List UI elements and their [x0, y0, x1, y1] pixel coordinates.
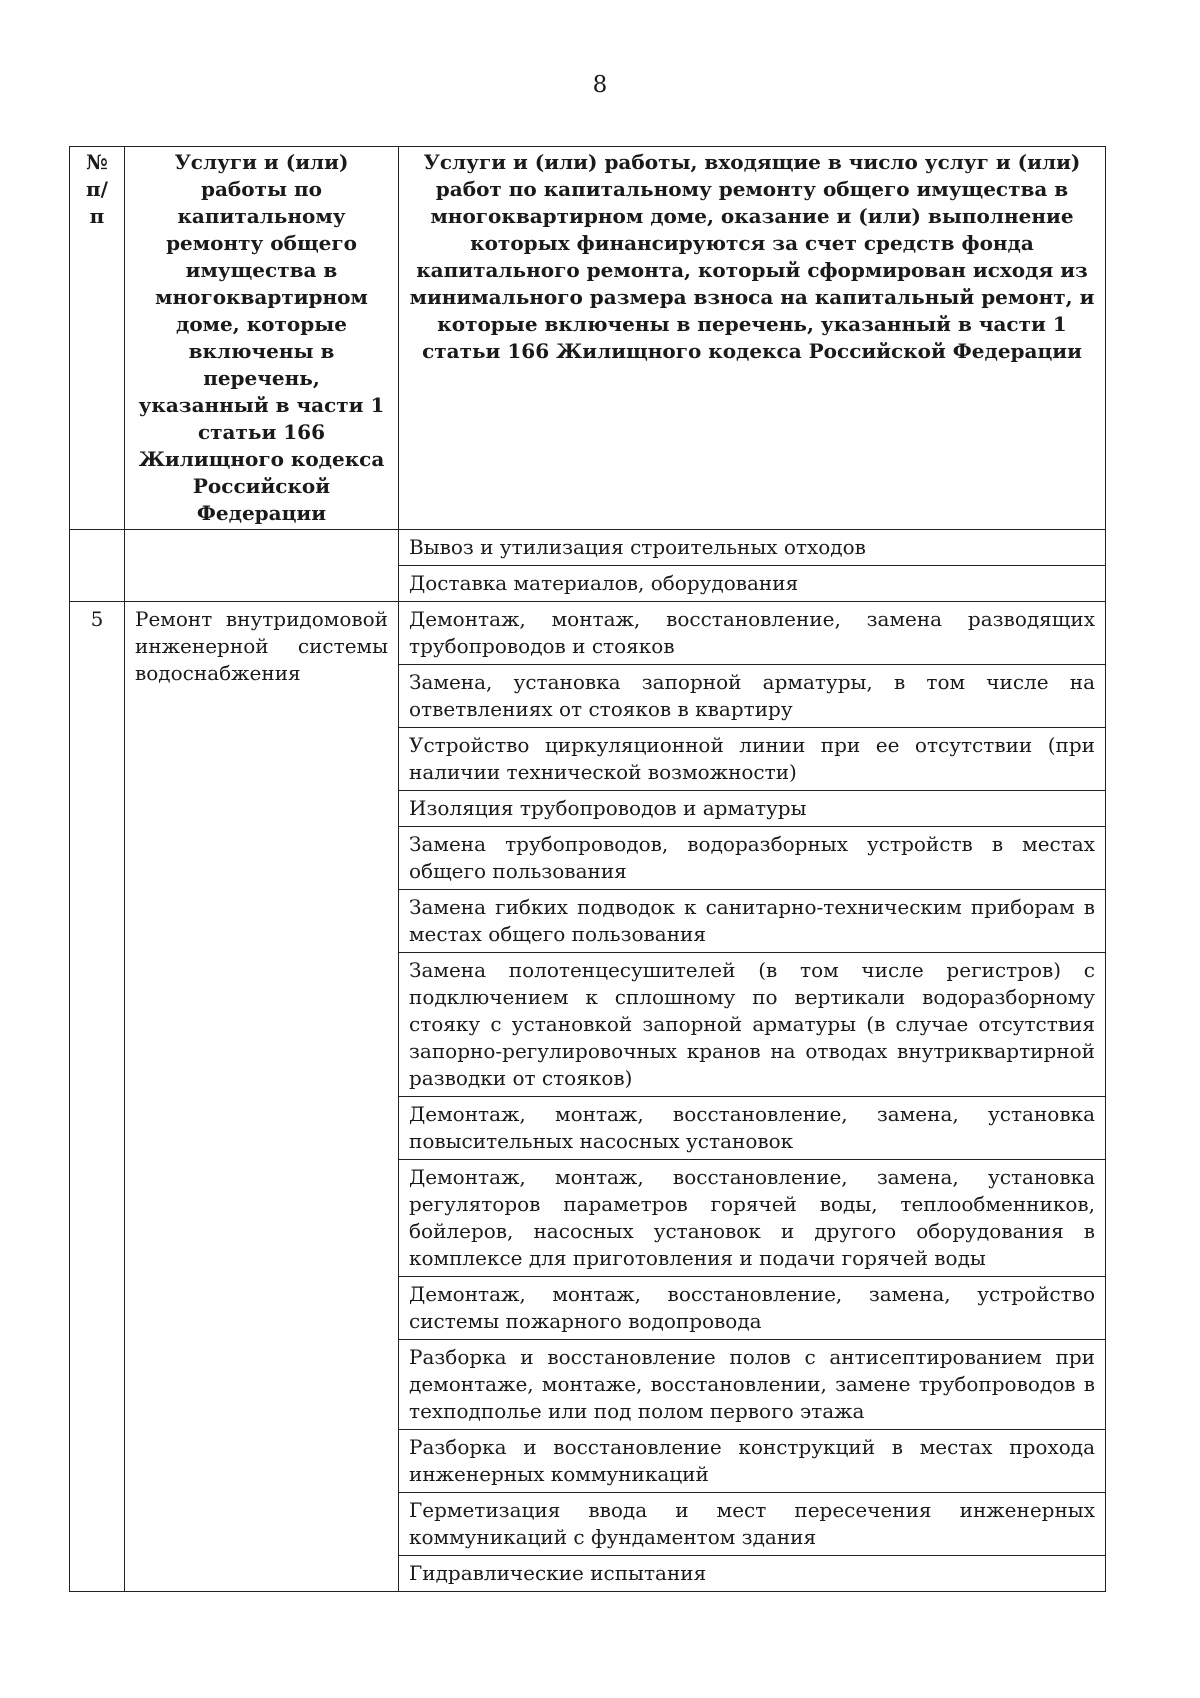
work-item: Демонтаж, монтаж, восстановление, замена, установка повысительных насосных установок	[399, 1097, 1106, 1160]
header-works: Услуги и (или) работы, входящие в число услуг и (или) работ по капитальному ремонту общего имущества в многоквартирном доме, оказание и (или) выполнение которых финансируются за счет средств фонда капитального ремонта, который сформирован исходя из минимального размера взноса на капитальный ремонт, и которые включены в перечень, указанный в части 1 статьи 166 Жилищного кодекса Российской Федерации	[399, 147, 1106, 530]
work-item: Демонтаж, монтаж, восстановление, замена разводящих трубопроводов и стояков	[399, 602, 1106, 665]
table-header-row	[70, 147, 1106, 530]
work-item: Замена, установка запорной арматуры, в том числе на ответвлениях от стояков в квартиру	[399, 665, 1106, 728]
work-item: Замена трубопроводов, водоразборных устройств в местах общего пользования	[399, 827, 1106, 890]
work-item: Вывоз и утилизация строительных отходов	[399, 530, 1106, 566]
work-item: Доставка материалов, оборудования	[399, 566, 1106, 602]
continuation-service-cell	[125, 530, 399, 602]
continuation-number-cell	[70, 530, 125, 602]
work-item: Разборка и восстановление конструкций в местах прохода инженерных коммуникаций	[399, 1430, 1106, 1493]
work-item: Герметизация ввода и мест пересечения инженерных коммуникаций с фундаментом здания	[399, 1493, 1106, 1556]
section-5-number: 5	[70, 602, 125, 1592]
work-item: Замена гибких подводок к санитарно-техническим приборам в местах общего пользования	[399, 890, 1106, 953]
work-item: Демонтаж, монтаж, восстановление, замена, устройство системы пожарного водопровода	[399, 1277, 1106, 1340]
work-item: Гидравлические испытания	[399, 1556, 1106, 1592]
services-table	[69, 146, 1106, 1592]
work-item: Изоляция трубопроводов и арматуры	[399, 791, 1106, 827]
work-item: Демонтаж, монтаж, восстановление, замена, установка регуляторов параметров горячей воды, теплообменников, бойлеров, насосных установок и другого оборудования в комплексе для приготовления и подачи горячей воды	[399, 1160, 1106, 1277]
header-service: Услуги и (или) работы по капитальному ремонту общего имущества в многоквартирном доме, которые включены в перечень, указанный в части 1 статьи 166 Жилищного кодекса Российской Федерации	[125, 147, 399, 530]
table-row	[70, 530, 1106, 566]
work-item: Устройство циркуляционной линии при ее отсутствии (при наличии технической возможности)	[399, 728, 1106, 791]
work-item: Разборка и восстановление полов с антисептированием при демонтаже, монтаже, восстановлении, замене трубопроводов в техподполье или под полом первого этажа	[399, 1340, 1106, 1430]
table-row	[70, 602, 1106, 665]
section-5-service: Ремонт внутридомовой инженерной системы водоснабжения	[125, 602, 399, 1592]
page-number: 8	[592, 72, 608, 98]
header-number: № п/п	[70, 147, 125, 530]
work-item: Замена полотенцесушителей (в том числе регистров) с подключением к сплошному по вертикали водоразборному стояку с установкой запорной арматуры (в случае отсутствия запорно-регулировочных кранов на отводах внутриквартирной разводки от стояков)	[399, 953, 1106, 1097]
